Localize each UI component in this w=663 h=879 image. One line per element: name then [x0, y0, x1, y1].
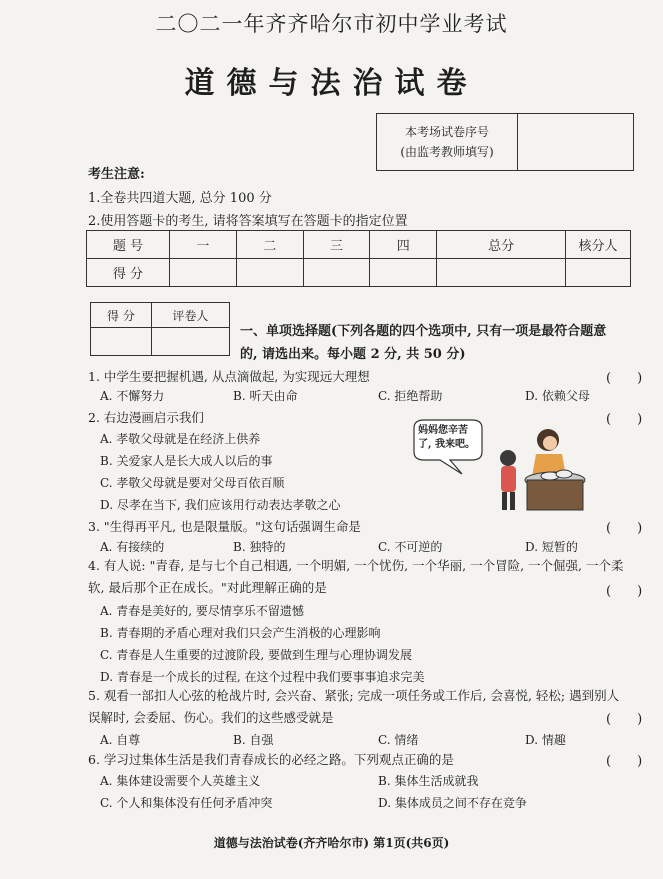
- page-footer: 道德与法治试卷(齐齐哈尔市) 第1页(共6页): [213, 836, 450, 850]
- grader-name-label: 评卷人: [151, 303, 229, 328]
- grader-name-cell[interactable]: [151, 328, 229, 356]
- notes-heading: 考生注意:: [88, 167, 145, 182]
- cartoon-illustration: [410, 418, 600, 518]
- option-d: D. 短暂的: [525, 540, 578, 554]
- score-col-total: 总分: [437, 231, 566, 259]
- score-cell[interactable]: [437, 259, 566, 287]
- option-a: A. 有接续的: [100, 540, 165, 554]
- score-cell[interactable]: [170, 259, 237, 287]
- serial-label-line2: (由监考教师填写): [400, 145, 494, 159]
- score-col-2: 二: [236, 231, 303, 259]
- option-a: A. 自尊: [100, 733, 141, 747]
- section-heading-line2: 的, 请选出来。每小题 2 分, 共 50 分): [240, 347, 466, 362]
- option-b: B. 青春期的矛盾心理对我们只会产生消极的心理影响: [100, 626, 381, 640]
- score-cell[interactable]: [303, 259, 370, 287]
- option-c: C. 不可逆的: [378, 540, 443, 554]
- question-stem: 5. 观看一部扣人心弦的枪战片时, 会兴奋、紧张; 完成一项任务或工作后, 会喜悦, 轻松; 遇到别人误解时, 会委屈、伤心。我们的这些感受就是: [88, 688, 620, 725]
- score-cell[interactable]: [236, 259, 303, 287]
- score-cell[interactable]: [566, 259, 631, 287]
- option-d: D. 依赖父母: [525, 389, 590, 403]
- note-item: 2.使用答题卡的考生, 请将答案填写在答题卡的指定位置: [88, 214, 408, 229]
- section-heading: [240, 320, 640, 366]
- serial-label-line1: 本考场试卷序号: [404, 125, 489, 139]
- question-stem: 6. 学习过集体生活是我们青春成长的必经之路。下列观点正确的是: [88, 752, 454, 767]
- score-col-3: 三: [303, 231, 370, 259]
- answer-blank[interactable]: ( ): [606, 521, 643, 536]
- option-d: D. 情趣: [525, 733, 566, 747]
- question-stem: 1. 中学生要把握机遇, 从点滴做起, 为实现远大理想: [88, 369, 370, 384]
- option-a: A. 孝敬父母就是在经济上供养: [100, 432, 261, 446]
- question-stem: 3. "生得再平凡, 也是限量版。"这句话强调生命是: [88, 519, 361, 534]
- serial-label: [377, 114, 518, 170]
- speech-bubble-text: 妈妈您辛苦了, 我来吧。: [418, 425, 475, 450]
- option-a: A. 青春是美好的, 要尽情享乐不留遗憾: [100, 604, 304, 618]
- question-stem: 4. 有人说: "青春, 是与七个自己相遇, 一个明媚, 一个忧伤, 一个华丽, 一个冒险, 一个倔强, 一个柔软, 最后那个正在成长。"对此理解正确的是: [88, 558, 624, 595]
- option-b: B. 关爱家人是长大成人以后的事: [100, 454, 273, 468]
- section-heading-line1: 一、单项选择题(下列各题的四个选项中, 只有一项是最符合题意: [240, 324, 607, 339]
- option-c: C. 个人和集体没有任何矛盾冲突: [100, 796, 273, 810]
- score-table: [86, 230, 631, 287]
- note-item: 1.全卷共四道大题, 总分 100 分: [88, 191, 272, 206]
- grader-score-label: 得 分: [91, 303, 152, 328]
- answer-blank[interactable]: ( ): [606, 712, 643, 727]
- option-c: C. 青春是人生重要的过渡阶段, 要做到生理与心理协调发展: [100, 648, 413, 662]
- option-b: B. 自强: [233, 733, 274, 747]
- option-c: C. 情绪: [378, 733, 419, 747]
- grader-score-cell[interactable]: [91, 328, 152, 356]
- option-b: B. 独特的: [233, 540, 286, 554]
- option-d: D. 青春是一个成长的过程, 在这个过程中我们要事事追求完美: [100, 670, 425, 684]
- score-col-checker: 核分人: [566, 231, 631, 259]
- score-col-label: 题 号: [87, 231, 170, 259]
- option-a: A. 集体建设需要个人英雄主义: [100, 774, 261, 788]
- score-col-4: 四: [370, 231, 437, 259]
- option-d: D. 尽孝在当下, 我们应该用行动表达孝敬之心: [100, 498, 341, 512]
- answer-blank[interactable]: ( ): [606, 584, 643, 599]
- score-table-score-row: [87, 259, 631, 287]
- grader-table: [90, 302, 230, 356]
- option-c: C. 孝敬父母就是要对父母百依百顺: [100, 476, 285, 490]
- option-b: B. 集体生活成就我: [378, 774, 479, 788]
- score-cell[interactable]: [370, 259, 437, 287]
- score-table-header-row: [87, 231, 631, 259]
- question-stem: 2. 右边漫画启示我们: [88, 410, 204, 425]
- score-col-1: 一: [170, 231, 237, 259]
- score-row-label: 得 分: [87, 259, 170, 287]
- answer-blank[interactable]: ( ): [606, 754, 643, 769]
- serial-value-field[interactable]: [518, 114, 633, 170]
- answer-blank[interactable]: ( ): [606, 371, 643, 386]
- answer-blank[interactable]: ( ): [606, 412, 643, 427]
- subject-title: 道德与法治试卷: [184, 66, 479, 101]
- option-c: C. 拒绝帮助: [378, 389, 443, 403]
- option-a: A. 不懈努力: [100, 389, 165, 403]
- serial-number-box: [376, 113, 634, 171]
- option-b: B. 听天由命: [233, 389, 298, 403]
- exam-title: 二〇二一年齐齐哈尔市初中学业考试: [155, 12, 508, 36]
- option-d: D. 集体成员之间不存在竞争: [378, 796, 527, 810]
